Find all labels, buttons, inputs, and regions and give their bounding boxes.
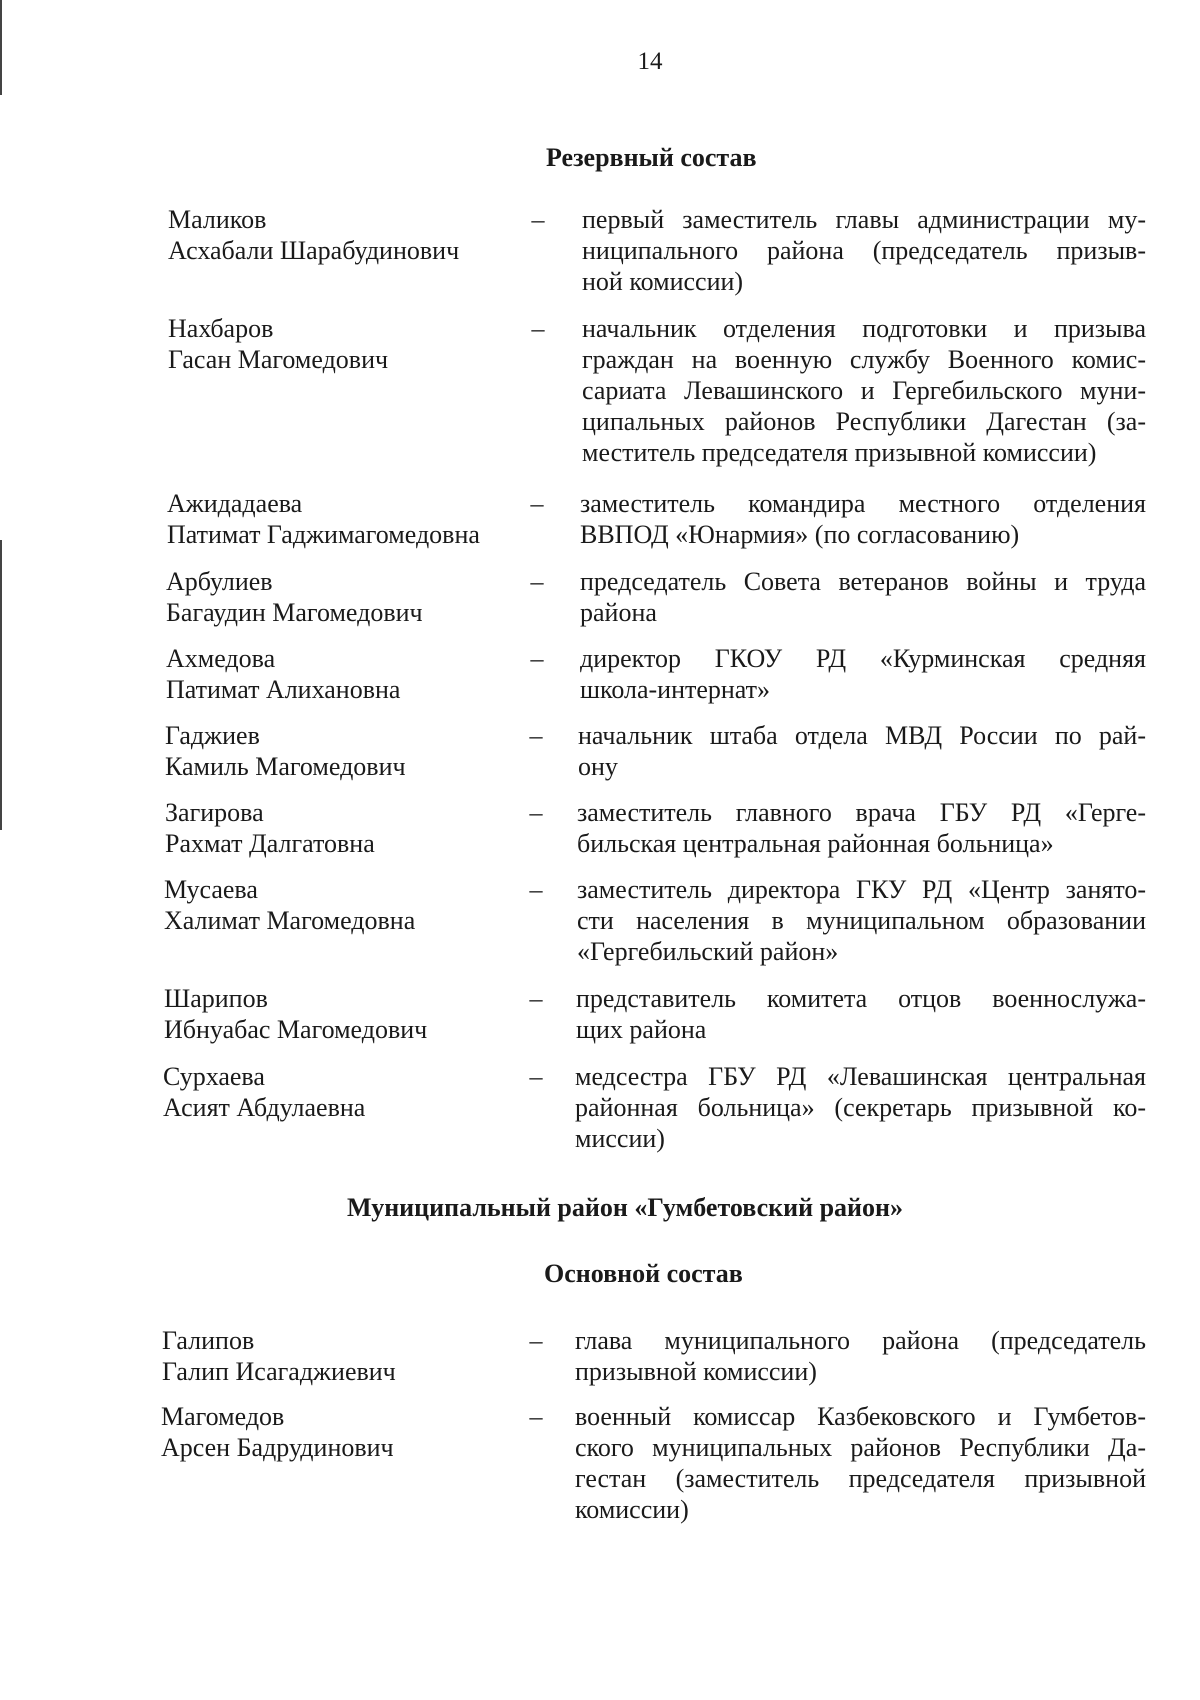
member-position xyxy=(575,1325,1146,1387)
position-line: заместитель директора ГКУ РД «Центр занято- xyxy=(577,875,1146,904)
position-line: глава муниципального района (председатель xyxy=(575,1326,1146,1355)
member-position xyxy=(575,1401,1146,1525)
member-name xyxy=(163,1061,543,1123)
member-surname: Маликов xyxy=(168,205,267,234)
member-name xyxy=(165,797,545,859)
position-line: ВВПОД «Юнармия» (по согласованию) xyxy=(580,520,1020,549)
member-name xyxy=(165,720,545,782)
position-line: гестан (заместитель председателя призывной xyxy=(575,1464,1146,1493)
member-given-name: Камиль Магомедович xyxy=(165,752,406,781)
entry-dash: – xyxy=(530,489,544,518)
member-name xyxy=(162,1325,542,1387)
page-number: 14 xyxy=(637,48,663,75)
member-surname: Галипов xyxy=(162,1326,255,1355)
member-position xyxy=(578,720,1146,782)
position-line: ципальных районов Республики Дагестан (за- xyxy=(582,407,1146,436)
member-surname: Гаджиев xyxy=(165,721,260,750)
member-surname: Арбулиев xyxy=(166,567,273,596)
member-given-name: Асият Абдулаевна xyxy=(163,1093,366,1122)
member-given-name: Багаудин Магомедович xyxy=(166,598,423,627)
position-line: бильская центральная районная больница» xyxy=(577,829,1054,858)
member-given-name: Халимат Магомедовна xyxy=(164,906,416,935)
position-line: ной комиссии) xyxy=(582,267,744,296)
member-given-name: Патимат Гаджимагомедовна xyxy=(167,520,480,549)
reserve-heading: Резервный состав xyxy=(546,143,757,172)
member-position xyxy=(582,204,1146,297)
position-line: ниципального района (председатель призыв- xyxy=(582,236,1146,265)
entry-dash: – xyxy=(529,721,543,750)
position-line: медсестра ГБУ РД «Левашинская центральная xyxy=(575,1062,1146,1091)
member-position xyxy=(580,566,1146,628)
member-surname: Загирова xyxy=(165,798,264,827)
member-given-name: Асхабали Шарабудинович xyxy=(168,236,460,265)
position-line: начальник отделения подготовки и призыва xyxy=(582,314,1146,343)
member-position xyxy=(580,488,1146,550)
member-surname: Ажидадаева xyxy=(167,489,303,518)
position-line: призывной комиссии) xyxy=(575,1357,817,1386)
member-position xyxy=(576,983,1146,1045)
position-line: первый заместитель главы администрации му- xyxy=(582,205,1146,234)
entry-dash: – xyxy=(529,875,543,904)
member-surname: Магомедов xyxy=(161,1402,285,1431)
main-heading: Основной состав xyxy=(544,1259,743,1288)
member-surname: Сурхаева xyxy=(163,1062,265,1091)
member-position xyxy=(575,1061,1146,1154)
entry-dash: – xyxy=(529,984,543,1013)
position-line: районная больница» (секретарь призывной ко- xyxy=(575,1093,1146,1122)
position-line: ского муниципальных районов Республики Да- xyxy=(575,1433,1146,1462)
member-name xyxy=(168,204,548,266)
position-line: ону xyxy=(578,752,618,781)
member-given-name: Ибнуабас Магомедович xyxy=(164,1015,428,1044)
member-position xyxy=(580,643,1146,705)
entry-dash: – xyxy=(529,1062,543,1091)
position-line: миссии) xyxy=(575,1124,665,1153)
member-given-name: Патимат Алихановна xyxy=(166,675,401,704)
position-line: представитель комитета отцов военнослужа- xyxy=(576,984,1146,1013)
position-line: сариата Левашинского и Гергебильского муни- xyxy=(582,376,1146,405)
member-name xyxy=(167,488,547,550)
entry-dash: – xyxy=(530,644,544,673)
position-line: школа-интернат» xyxy=(580,675,771,704)
position-line: меститель председателя призывной комиссии) xyxy=(582,438,1097,467)
position-line: района xyxy=(580,598,657,627)
member-surname: Ахмедова xyxy=(166,644,276,673)
position-line: граждан на военную службу Военного комис- xyxy=(582,345,1146,374)
entry-dash: – xyxy=(529,798,543,827)
member-given-name: Арсен Бадрудинович xyxy=(161,1433,394,1462)
position-line: щих района xyxy=(576,1015,707,1044)
entry-dash: – xyxy=(531,205,545,234)
scan-edge-mark xyxy=(0,540,2,830)
member-surname: Нахбаров xyxy=(168,314,274,343)
position-line: сти населения в муниципальном образовании xyxy=(577,906,1146,935)
member-surname: Шарипов xyxy=(164,984,268,1013)
position-line: начальник штаба отдела МВД России по рай- xyxy=(578,721,1146,750)
position-line: комиссии) xyxy=(575,1495,689,1524)
member-given-name: Гасан Магомедович xyxy=(168,345,389,374)
member-name xyxy=(164,983,544,1045)
entry-dash: – xyxy=(530,567,544,596)
entry-dash: – xyxy=(529,1402,543,1431)
member-given-name: Рахмат Далгатовна xyxy=(165,829,375,858)
member-surname: Мусаева xyxy=(164,875,258,904)
position-line: заместитель командира местного отделения xyxy=(580,489,1146,518)
position-line: заместитель главного врача ГБУ РД «Герге- xyxy=(577,798,1146,827)
member-position xyxy=(577,874,1146,967)
position-line: директор ГКОУ РД «Курминская средняя xyxy=(580,644,1146,673)
member-name xyxy=(166,643,546,705)
member-position xyxy=(577,797,1146,859)
district-heading: Муниципальный район «Гумбетовский район» xyxy=(347,1193,904,1222)
entry-dash: – xyxy=(529,1326,543,1355)
position-line: председатель Совета ветеранов войны и труда xyxy=(580,567,1146,596)
position-line: военный комиссар Казбековского и Гумбетов- xyxy=(575,1402,1146,1431)
member-name xyxy=(168,313,548,375)
member-name xyxy=(161,1401,541,1463)
member-given-name: Галип Исагаджиевич xyxy=(162,1357,396,1386)
member-name xyxy=(164,874,544,936)
entry-dash: – xyxy=(531,314,545,343)
member-position xyxy=(582,313,1146,468)
position-line: «Гергебильский район» xyxy=(577,937,839,966)
member-name xyxy=(166,566,546,628)
